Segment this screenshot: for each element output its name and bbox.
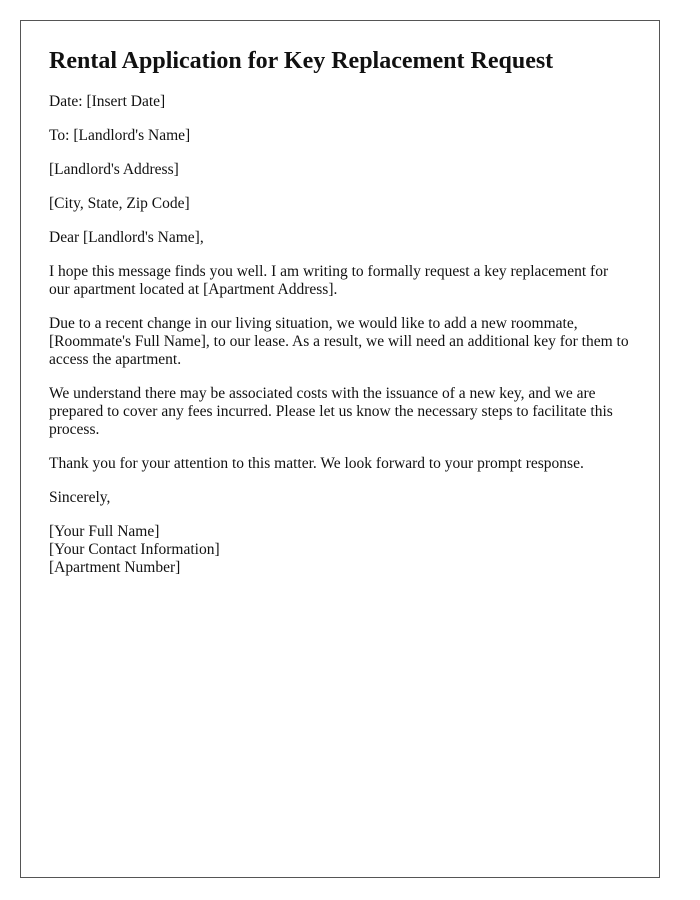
signature-apartment: [Apartment Number] (49, 559, 181, 576)
letter-page (20, 20, 660, 878)
closing: Sincerely, (49, 489, 111, 506)
body-paragraph-thanks: Thank you for your attention to this matter. We look forward to your prompt response. (49, 455, 584, 472)
letter-title: Rental Application for Key Replacement Request (49, 48, 554, 74)
signature-contact: [Your Contact Information] (49, 541, 220, 558)
date-line: Date: [Insert Date] (49, 93, 166, 110)
landlord-address-line: [Landlord's Address] (49, 161, 179, 178)
salutation: Dear [Landlord's Name], (49, 229, 204, 246)
recipient-line: To: [Landlord's Name] (49, 127, 191, 144)
body-paragraph-intro: I hope this message finds you well. I am writing to formally request a key replacement for our apartment located at [Apartment Address]. (49, 263, 609, 298)
body-paragraph-costs: We understand there may be associated costs with the issuance of a new key, and we are prepared to cover any fees incurred. Please let us know the necessary steps to facilitate this process. (49, 385, 613, 438)
city-state-zip-line: [City, State, Zip Code] (49, 195, 190, 212)
body-paragraph-roommate: Due to a recent change in our living situation, we would like to add a new roommate, [Roommate's Full Name], to our lease. As a result, we will need an additional key for them to access the apartment. (49, 315, 629, 368)
signature-block (49, 523, 631, 577)
signature-name: [Your Full Name] (49, 523, 160, 540)
